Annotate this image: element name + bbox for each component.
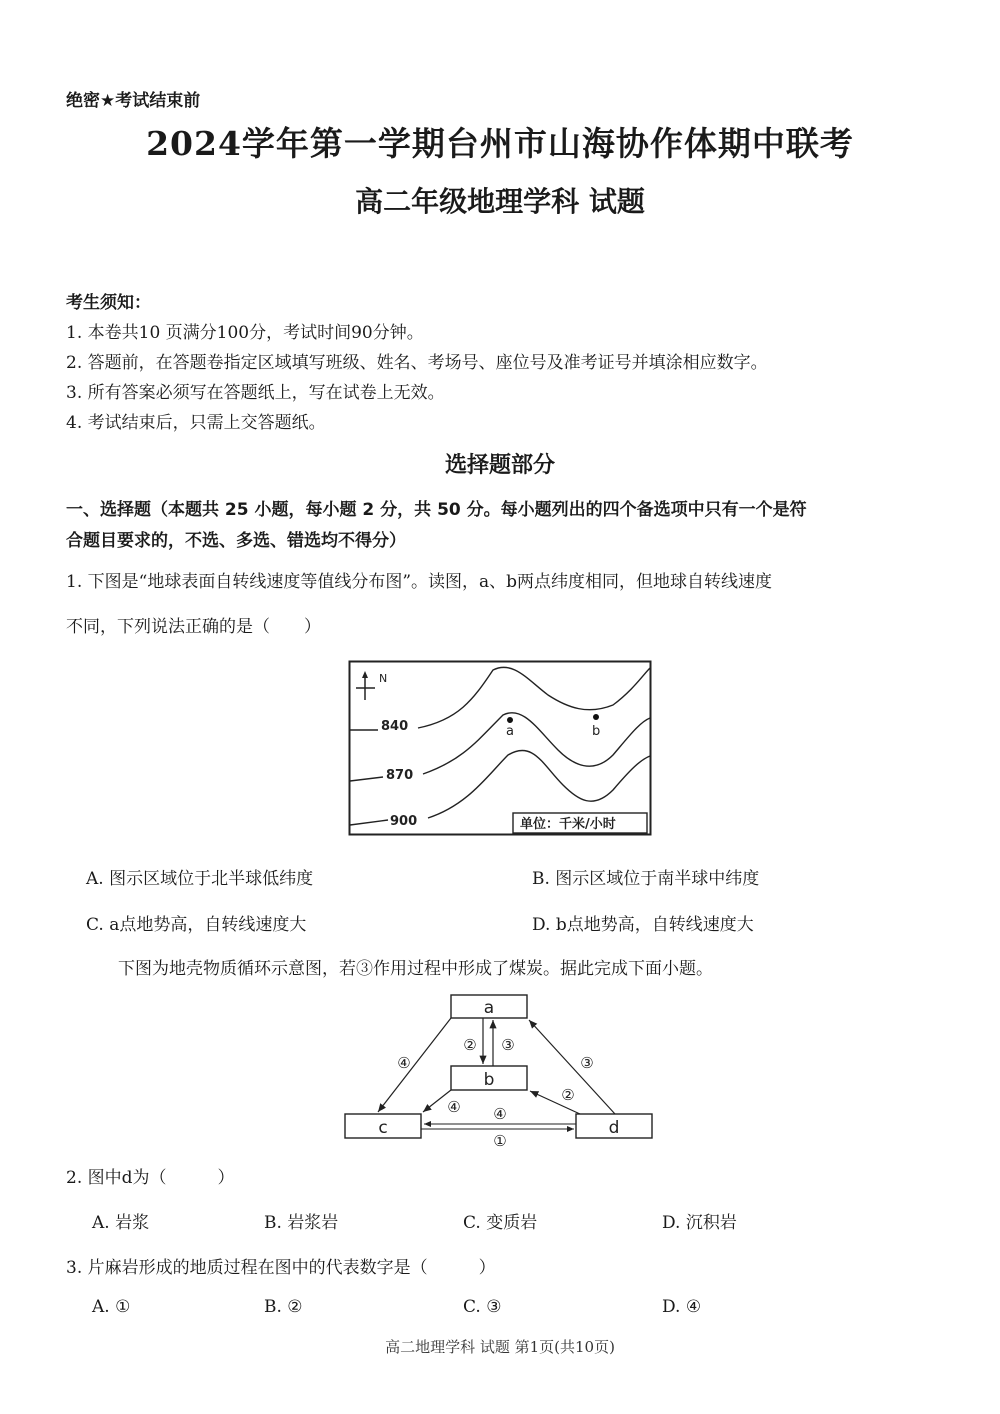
q3-stem: 3. 片麻岩形成的地质过程在图中的代表数字是（ ） — [66, 1258, 496, 1278]
notice-item: 2. 答题前，在答题卷指定区域填写班级、姓名、考场号、座位号及准考证号并填涂相应数字。 — [66, 353, 768, 373]
notice-item: 4. 考试结束后，只需上交答题纸。 — [66, 413, 326, 433]
label-d-to-b: ② — [561, 1086, 575, 1104]
question-group-intro: 下图为地壳物质循环示意图，若③作用过程中形成了煤炭。据此完成下面小题。 — [118, 959, 713, 979]
box-c-label: c — [378, 1118, 388, 1138]
section-title: 选择题部分 — [444, 453, 555, 478]
point-a-label: a — [506, 724, 514, 739]
q3-option-c[interactable]: C. ③ — [463, 1297, 502, 1317]
section-instruction-line1: 一、选择题（本题共 25 小题，每小题 2 分，共 50 分。每小题列出的四个备选项中只有一个是符 — [66, 500, 807, 520]
rock-cycle-diagram — [340, 992, 660, 1152]
q3-option-b[interactable]: B. ② — [264, 1297, 303, 1317]
q2-option-b[interactable]: B. 岩浆岩 — [264, 1213, 339, 1233]
map-frame — [350, 662, 651, 835]
notice-item: 3. 所有答案必须写在答题纸上，写在试卷上无效。 — [66, 383, 445, 403]
q3-option-a[interactable]: A. ① — [92, 1297, 131, 1317]
label-d-to-c: ④ — [493, 1105, 507, 1123]
point-b-marker — [593, 714, 599, 720]
q3-option-d[interactable]: D. ④ — [662, 1297, 702, 1317]
label-b-to-a: ③ — [501, 1036, 515, 1054]
exam-title: 2024学年第一学期台州市山海协作体期中联考 — [146, 124, 854, 163]
contour-label-870: 870 — [386, 768, 414, 783]
label-d-to-a: ③ — [580, 1054, 594, 1072]
q1-option-b[interactable]: B. 图示区域位于南半球中纬度 — [532, 869, 760, 889]
box-d-label: d — [608, 1118, 620, 1138]
q1-stem-line2: 不同，下列说法正确的是（ ） — [66, 617, 321, 637]
label-b-to-c: ④ — [447, 1098, 461, 1116]
q1-option-c[interactable]: C. a点地势高，自转线速度大 — [86, 915, 307, 935]
point-a-marker — [507, 717, 513, 723]
exam-subtitle: 高二年级地理学科 试题 — [355, 185, 645, 218]
box-b-label: b — [483, 1070, 495, 1090]
label-c-to-d: ① — [493, 1132, 507, 1150]
contour-label-900: 900 — [390, 814, 418, 829]
q2-option-a[interactable]: A. 岩浆 — [92, 1213, 150, 1233]
isoline-map-figure — [348, 660, 652, 836]
box-a-label: a — [483, 998, 495, 1018]
notice-heading: 考生须知： — [66, 293, 151, 313]
q1-option-d[interactable]: D. b点地势高，自转线速度大 — [532, 915, 754, 935]
section-instruction-line2: 合题目要求的，不选、多选、错选均不得分） — [66, 531, 406, 551]
north-label: N — [379, 672, 388, 685]
label-a-to-c: ④ — [397, 1054, 411, 1072]
confidential-label: 绝密★考试结束前 — [66, 91, 201, 111]
q1-stem-line1: 1. 下图是“地球表面自转线速度等值线分布图”。读图，a、b两点纬度相同，但地球自转线速度 — [66, 572, 773, 592]
q2-option-d[interactable]: D. 沉积岩 — [662, 1213, 737, 1233]
label-a-to-b: ② — [463, 1036, 477, 1054]
q1-option-a[interactable]: A. 图示区域位于北半球低纬度 — [86, 869, 314, 889]
contour-label-840: 840 — [381, 719, 409, 734]
notice-item: 1. 本卷共10 页满分100分，考试时间90分钟。 — [66, 323, 424, 343]
page-footer: 高二地理学科 试题 第1页(共10页) — [385, 1338, 615, 1356]
q2-option-c[interactable]: C. 变质岩 — [463, 1213, 538, 1233]
unit-label: 单位：千米/小时 — [520, 817, 616, 832]
q2-stem: 2. 图中d为（ ） — [66, 1168, 235, 1188]
point-b-label: b — [592, 724, 601, 739]
